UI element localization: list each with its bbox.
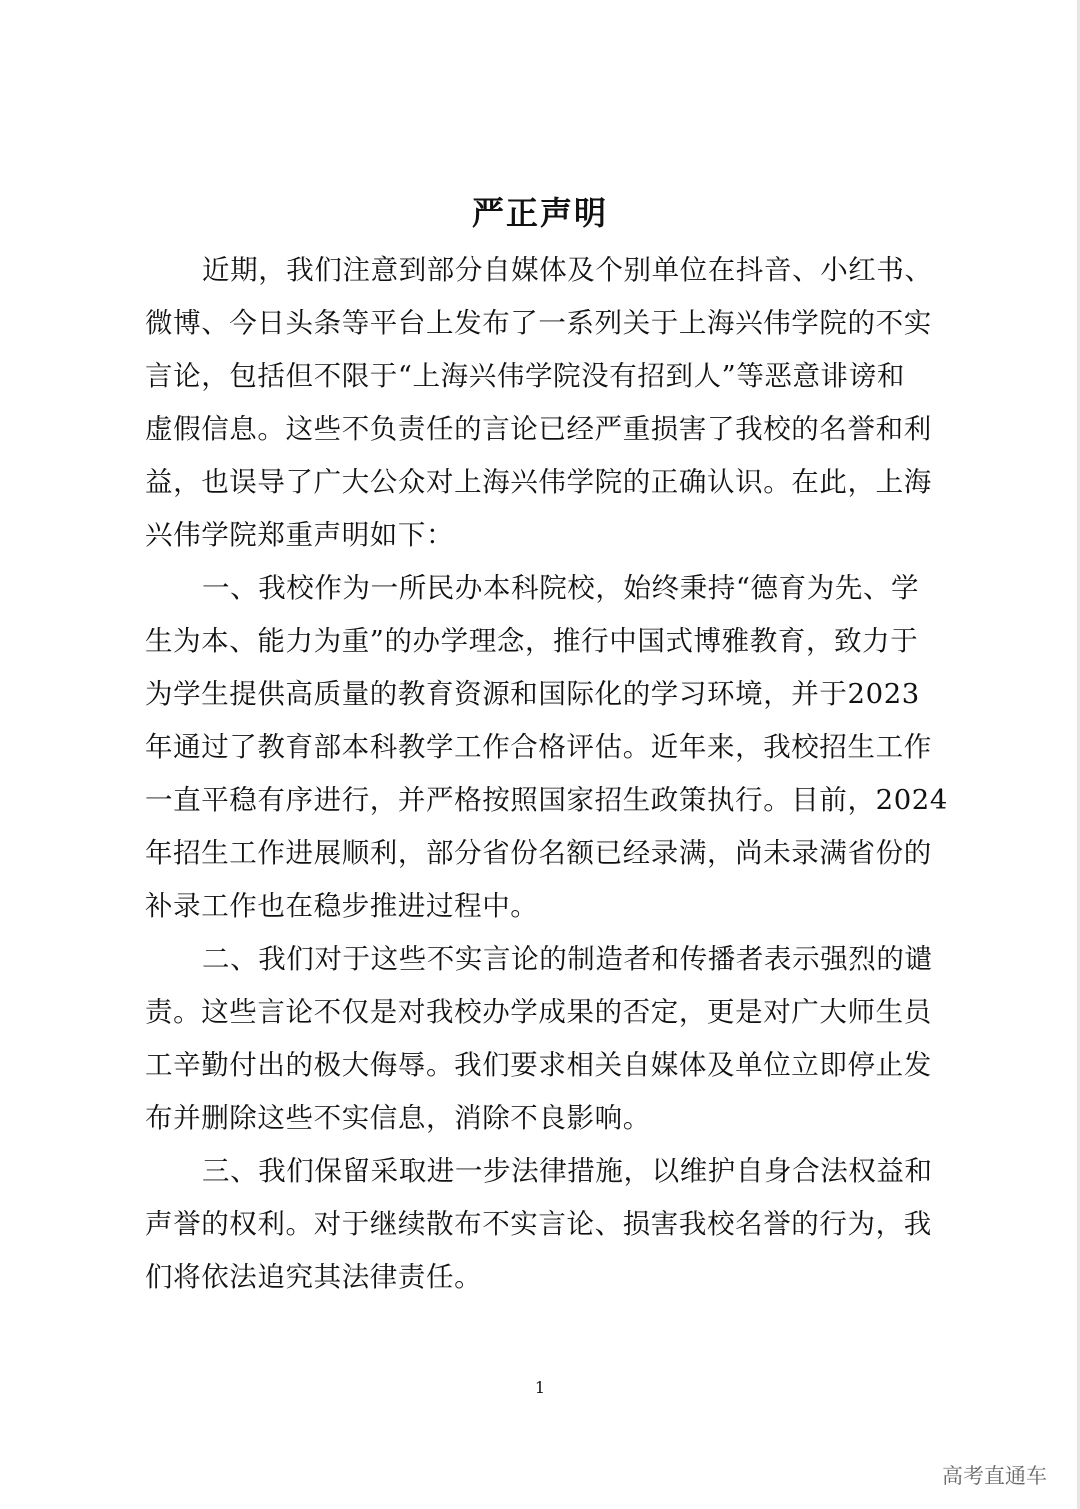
document-body [145, 244, 948, 1304]
text-line: 一、我校作为一所民办本科院校，始终秉持“德育为先、学 [202, 572, 920, 604]
text-line: 兴伟学院郑重声明如下： [145, 519, 455, 551]
text-line: 三、我们保留采取进一步法律措施，以维护自身合法权益和 [202, 1155, 933, 1187]
text-line: 益，也误导了广大公众对上海兴伟学院的正确认识。在此，上海 [145, 466, 932, 498]
text-line: 补录工作也在稳步推进过程中。 [145, 890, 539, 922]
text-line: 生为本、能力为重”的办学理念，推行中国式博雅教育，致力于 [145, 625, 919, 657]
text-line: 声誉的权利。对于继续散布不实言论、损害我校名誉的行为，我 [145, 1208, 932, 1240]
text-line: 为学生提供高质量的教育资源和国际化的学习环境，并于2023 [145, 678, 920, 710]
watermark: 高考直通车 [942, 1464, 1047, 1488]
text-line: 虚假信息。这些不负责任的言论已经严重损害了我校的名誉和利 [145, 413, 932, 445]
text-line: 年招生工作进展顺利，部分省份名额已经录满，尚未录满省份的 [145, 837, 932, 869]
document-title: 严正声明 [471, 194, 608, 232]
text-line: 布并删除这些不实信息，消除不良影响。 [145, 1102, 651, 1134]
text-line: 近期，我们注意到部分自媒体及个别单位在抖音、小红书、 [202, 254, 933, 286]
text-line: 微博、今日头条等平台上发布了一系列关于上海兴伟学院的不实 [145, 307, 932, 339]
text-line: 责。这些言论不仅是对我校办学成果的否定，更是对广大师生员 [145, 996, 932, 1028]
text-line: 工辛勤付出的极大侮辱。我们要求相关自媒体及单位立即停止发 [145, 1049, 932, 1081]
text-line: 年通过了教育部本科教学工作合格评估。近年来，我校招生工作 [145, 731, 932, 763]
text-line: 们将依法追究其法律责任。 [145, 1261, 483, 1293]
page-number: 1 [534, 1378, 546, 1397]
text-line: 一直平稳有序进行，并严格按照国家招生政策执行。目前，2024 [145, 784, 948, 816]
text-line: 言论，包括但不限于“上海兴伟学院没有招到人”等恶意诽谤和 [145, 360, 905, 392]
text-line: 二、我们对于这些不实言论的制造者和传播者表示强烈的谴 [202, 943, 933, 975]
